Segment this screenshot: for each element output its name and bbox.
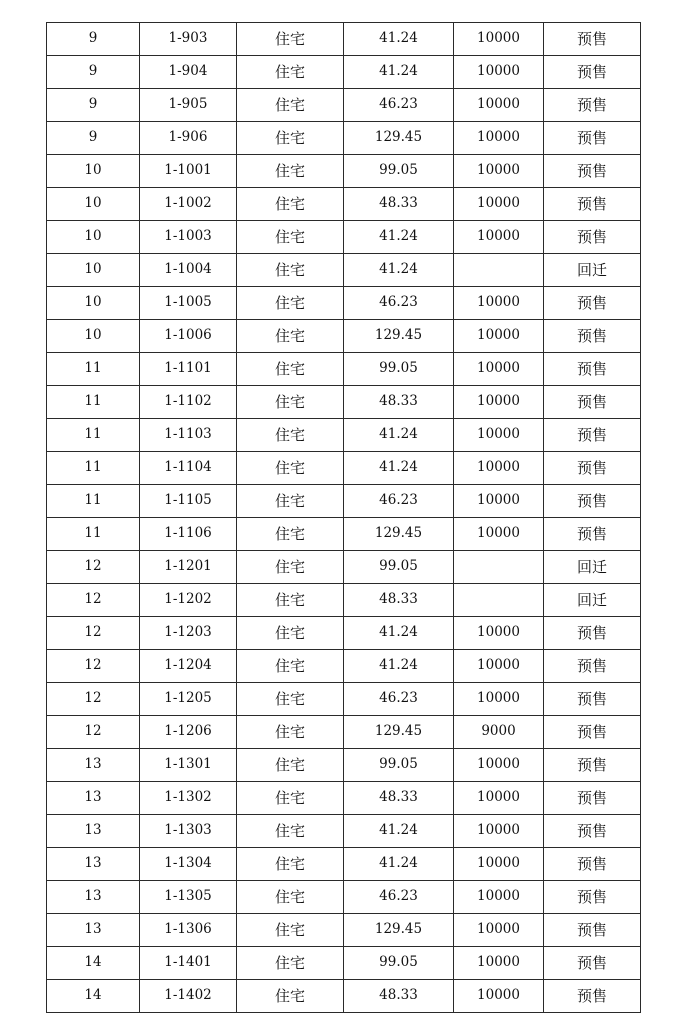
floor-cell: 12 [47,551,140,584]
usage-cell: 住宅 [237,980,344,1013]
price-cell: 10000 [454,353,544,386]
floor-cell: 13 [47,782,140,815]
usage-cell: 住宅 [237,782,344,815]
area-cell: 46.23 [344,683,454,716]
status-cell: 预售 [544,683,641,716]
table-row [47,617,641,650]
status-cell: 回迁 [544,551,641,584]
usage-cell: 住宅 [237,155,344,188]
floor-cell: 12 [47,617,140,650]
status-cell: 回迁 [544,584,641,617]
area-cell: 41.24 [344,815,454,848]
status-cell: 预售 [544,221,641,254]
area-cell: 41.24 [344,419,454,452]
price-cell: 10000 [454,518,544,551]
floor-cell: 13 [47,815,140,848]
status-cell: 预售 [544,980,641,1013]
usage-cell: 住宅 [237,881,344,914]
usage-cell: 住宅 [237,452,344,485]
area-cell: 129.45 [344,122,454,155]
price-cell: 10000 [454,980,544,1013]
price-cell: 10000 [454,782,544,815]
usage-cell: 住宅 [237,188,344,221]
unit-number-cell: 1-1203 [140,617,237,650]
price-cell: 10000 [454,452,544,485]
table-row [47,518,641,551]
table-row [47,551,641,584]
price-cell: 9000 [454,716,544,749]
area-cell: 48.33 [344,386,454,419]
floor-cell: 11 [47,386,140,419]
price-cell: 10000 [454,485,544,518]
floor-cell: 12 [47,584,140,617]
status-cell: 预售 [544,353,641,386]
unit-number-cell: 1-1004 [140,254,237,287]
usage-cell: 住宅 [237,419,344,452]
price-cell: 10000 [454,23,544,56]
area-cell: 48.33 [344,980,454,1013]
price-cell: 10000 [454,914,544,947]
status-cell: 预售 [544,848,641,881]
usage-cell: 住宅 [237,848,344,881]
price-cell: 10000 [454,848,544,881]
status-cell: 预售 [544,914,641,947]
table-body [47,23,641,1013]
unit-number-cell: 1-1103 [140,419,237,452]
unit-number-cell: 1-1003 [140,221,237,254]
usage-cell: 住宅 [237,23,344,56]
price-cell: 10000 [454,683,544,716]
unit-number-cell: 1-1202 [140,584,237,617]
unit-number-cell: 1-1201 [140,551,237,584]
table-row [47,848,641,881]
table-row [47,452,641,485]
status-cell: 预售 [544,881,641,914]
unit-number-cell: 1-1303 [140,815,237,848]
price-cell: 10000 [454,221,544,254]
price-cell [454,254,544,287]
usage-cell: 住宅 [237,89,344,122]
usage-cell: 住宅 [237,287,344,320]
status-cell: 预售 [544,650,641,683]
unit-number-cell: 1-1204 [140,650,237,683]
unit-number-cell: 1-1002 [140,188,237,221]
table-row [47,188,641,221]
table-row [47,419,641,452]
unit-number-cell: 1-1005 [140,287,237,320]
area-cell: 46.23 [344,485,454,518]
usage-cell: 住宅 [237,56,344,89]
unit-number-cell: 1-1205 [140,683,237,716]
table-row [47,650,641,683]
unit-number-cell: 1-1302 [140,782,237,815]
area-cell: 41.24 [344,221,454,254]
usage-cell: 住宅 [237,485,344,518]
area-cell: 48.33 [344,188,454,221]
status-cell: 预售 [544,287,641,320]
floor-cell: 10 [47,221,140,254]
area-cell: 41.24 [344,23,454,56]
floor-cell: 11 [47,452,140,485]
floor-cell: 10 [47,320,140,353]
status-cell: 预售 [544,122,641,155]
price-cell: 10000 [454,89,544,122]
area-cell: 46.23 [344,881,454,914]
floor-cell: 11 [47,419,140,452]
floor-cell: 13 [47,848,140,881]
usage-cell: 住宅 [237,947,344,980]
unit-number-cell: 1-1401 [140,947,237,980]
price-cell: 10000 [454,881,544,914]
floor-cell: 9 [47,122,140,155]
table-row [47,815,641,848]
usage-cell: 住宅 [237,254,344,287]
area-cell: 48.33 [344,584,454,617]
price-cell [454,551,544,584]
unit-number-cell: 1-903 [140,23,237,56]
status-cell: 预售 [544,56,641,89]
area-cell: 99.05 [344,551,454,584]
floor-cell: 9 [47,23,140,56]
unit-number-cell: 1-1104 [140,452,237,485]
table-row [47,122,641,155]
table-row [47,353,641,386]
housing-units-table [46,22,641,1013]
floor-cell: 9 [47,89,140,122]
usage-cell: 住宅 [237,749,344,782]
table-row [47,320,641,353]
table-row [47,881,641,914]
price-cell: 10000 [454,815,544,848]
area-cell: 41.24 [344,617,454,650]
unit-number-cell: 1-1006 [140,320,237,353]
usage-cell: 住宅 [237,122,344,155]
status-cell: 预售 [544,617,641,650]
usage-cell: 住宅 [237,584,344,617]
status-cell: 预售 [544,782,641,815]
price-cell: 10000 [454,188,544,221]
table-row [47,683,641,716]
area-cell: 41.24 [344,254,454,287]
area-cell: 99.05 [344,155,454,188]
price-cell: 10000 [454,122,544,155]
table-row [47,155,641,188]
unit-number-cell: 1-906 [140,122,237,155]
area-cell: 129.45 [344,320,454,353]
floor-cell: 11 [47,353,140,386]
usage-cell: 住宅 [237,518,344,551]
price-cell: 10000 [454,56,544,89]
status-cell: 预售 [544,749,641,782]
table-row [47,947,641,980]
usage-cell: 住宅 [237,551,344,584]
price-cell: 10000 [454,419,544,452]
area-cell: 41.24 [344,650,454,683]
table-row [47,386,641,419]
floor-cell: 10 [47,254,140,287]
unit-number-cell: 1-1301 [140,749,237,782]
usage-cell: 住宅 [237,914,344,947]
floor-cell: 9 [47,56,140,89]
floor-cell: 12 [47,650,140,683]
price-cell: 10000 [454,617,544,650]
floor-cell: 10 [47,155,140,188]
status-cell: 回迁 [544,254,641,287]
area-cell: 129.45 [344,518,454,551]
table-row [47,485,641,518]
status-cell: 预售 [544,815,641,848]
usage-cell: 住宅 [237,815,344,848]
table-row [47,23,641,56]
status-cell: 预售 [544,320,641,353]
status-cell: 预售 [544,518,641,551]
usage-cell: 住宅 [237,617,344,650]
usage-cell: 住宅 [237,221,344,254]
area-cell: 48.33 [344,782,454,815]
status-cell: 预售 [544,485,641,518]
unit-number-cell: 1-1102 [140,386,237,419]
price-cell: 10000 [454,947,544,980]
unit-number-cell: 1-1306 [140,914,237,947]
table-row [47,254,641,287]
table-row [47,914,641,947]
status-cell: 预售 [544,947,641,980]
unit-number-cell: 1-1001 [140,155,237,188]
area-cell: 41.24 [344,848,454,881]
usage-cell: 住宅 [237,683,344,716]
usage-cell: 住宅 [237,716,344,749]
table-row [47,221,641,254]
area-cell: 99.05 [344,353,454,386]
area-cell: 41.24 [344,452,454,485]
usage-cell: 住宅 [237,650,344,683]
area-cell: 129.45 [344,716,454,749]
price-cell: 10000 [454,320,544,353]
unit-number-cell: 1-1206 [140,716,237,749]
unit-number-cell: 1-904 [140,56,237,89]
status-cell: 预售 [544,155,641,188]
status-cell: 预售 [544,386,641,419]
area-cell: 46.23 [344,89,454,122]
area-cell: 99.05 [344,749,454,782]
floor-cell: 11 [47,518,140,551]
unit-number-cell: 1-905 [140,89,237,122]
status-cell: 预售 [544,716,641,749]
price-cell: 10000 [454,155,544,188]
area-cell: 46.23 [344,287,454,320]
status-cell: 预售 [544,23,641,56]
status-cell: 预售 [544,188,641,221]
table-row [47,56,641,89]
table-row [47,89,641,122]
area-cell: 99.05 [344,947,454,980]
floor-cell: 14 [47,980,140,1013]
status-cell: 预售 [544,419,641,452]
unit-number-cell: 1-1305 [140,881,237,914]
usage-cell: 住宅 [237,320,344,353]
floor-cell: 13 [47,749,140,782]
unit-number-cell: 1-1402 [140,980,237,1013]
floor-cell: 11 [47,485,140,518]
floor-cell: 10 [47,188,140,221]
status-cell: 预售 [544,452,641,485]
unit-number-cell: 1-1304 [140,848,237,881]
table-row [47,716,641,749]
table-row [47,584,641,617]
floor-cell: 12 [47,683,140,716]
price-cell: 10000 [454,287,544,320]
area-cell: 41.24 [344,56,454,89]
table-row [47,782,641,815]
unit-number-cell: 1-1105 [140,485,237,518]
table-row [47,980,641,1013]
unit-number-cell: 1-1106 [140,518,237,551]
unit-number-cell: 1-1101 [140,353,237,386]
floor-cell: 14 [47,947,140,980]
area-cell: 129.45 [344,914,454,947]
price-cell: 10000 [454,650,544,683]
floor-cell: 13 [47,914,140,947]
floor-cell: 10 [47,287,140,320]
table-row [47,287,641,320]
floor-cell: 13 [47,881,140,914]
usage-cell: 住宅 [237,386,344,419]
price-cell [454,584,544,617]
floor-cell: 12 [47,716,140,749]
price-cell: 10000 [454,386,544,419]
usage-cell: 住宅 [237,353,344,386]
status-cell: 预售 [544,89,641,122]
price-cell: 10000 [454,749,544,782]
table-row [47,749,641,782]
